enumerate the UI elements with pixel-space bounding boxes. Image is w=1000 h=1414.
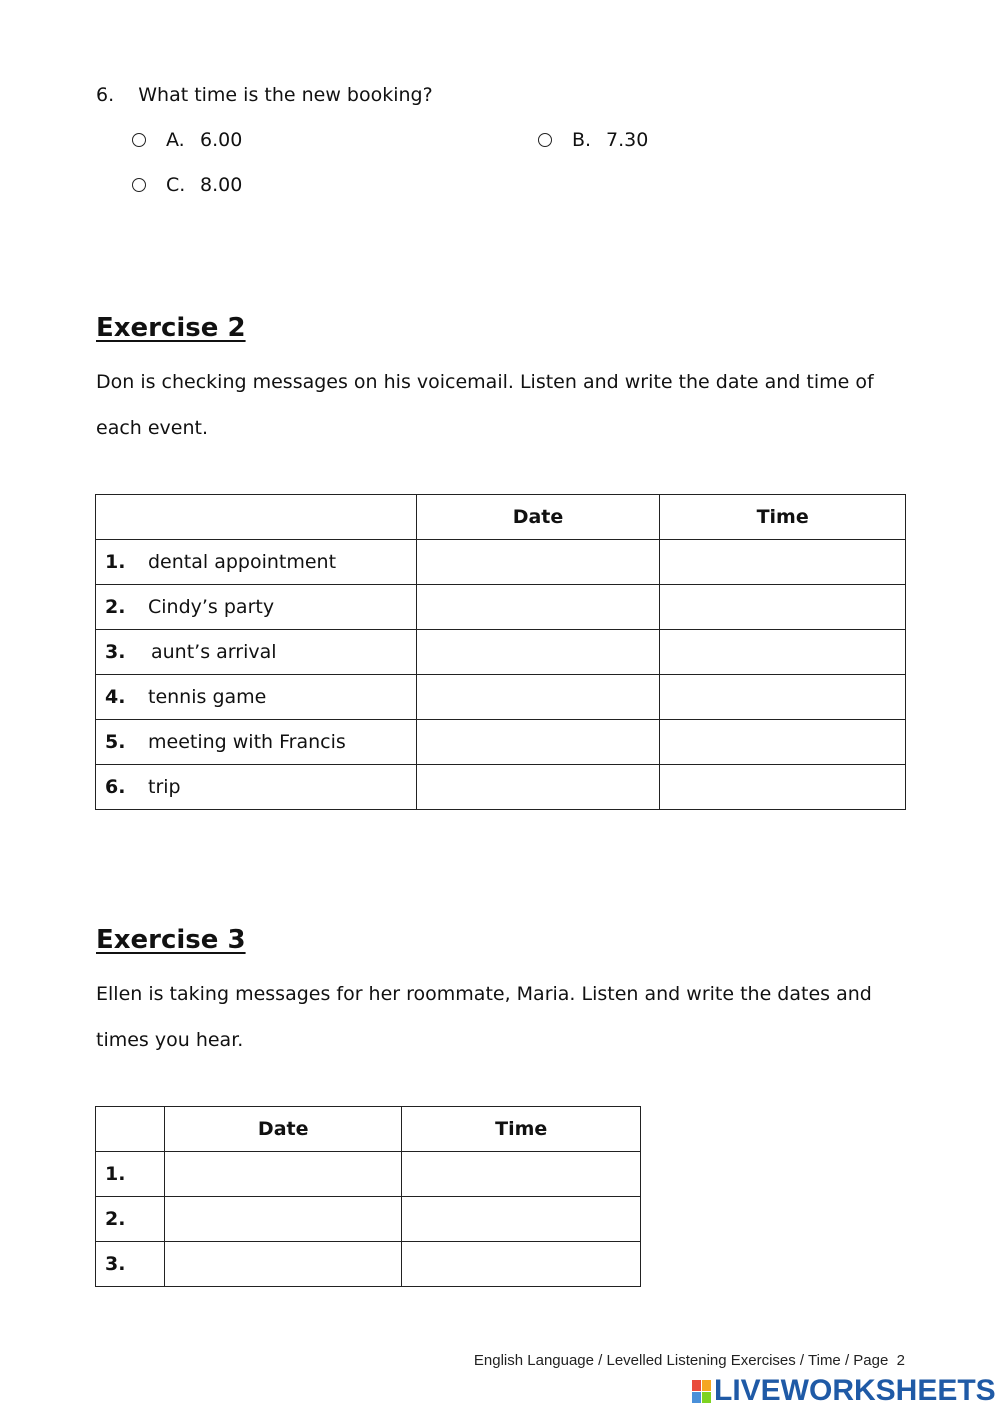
question-number: 6. <box>96 84 115 106</box>
option-value: 6.00 <box>200 129 243 151</box>
option-value: 7.30 <box>606 129 649 151</box>
row-label-cell <box>96 540 417 585</box>
row-number-cell <box>96 1242 165 1287</box>
date-input-cell[interactable] <box>416 630 660 675</box>
liveworksheets-logo[interactable] <box>692 1374 996 1408</box>
table-header-row <box>96 1107 641 1152</box>
table-row <box>96 1152 641 1197</box>
time-input-cell[interactable] <box>660 765 906 810</box>
date-input-cell[interactable] <box>416 585 660 630</box>
brand-text: LIVEWORKSHEETS <box>714 1374 996 1407</box>
logo-square <box>702 1380 711 1391</box>
radio-icon[interactable] <box>132 178 146 192</box>
option-letter: C. <box>166 174 186 196</box>
row-label: aunt’s arrival <box>151 641 277 663</box>
table-row <box>96 720 906 765</box>
row-number-cell <box>96 1197 165 1242</box>
exercise-3-table <box>95 1106 641 1287</box>
row-number: 1. <box>105 1163 126 1185</box>
question-text: What time is the new booking? <box>138 84 433 106</box>
header-date: Date <box>416 495 660 540</box>
table-row <box>96 1197 641 1242</box>
row-label-cell <box>96 585 417 630</box>
exercise-2-heading: Exercise 2 <box>96 313 246 343</box>
exercise-3-instruction: Ellen is taking messages for her roommate, Maria. Listen and write the dates and times you hear. <box>96 983 872 1051</box>
time-input-cell[interactable] <box>660 630 906 675</box>
exercise-3-heading: Exercise 3 <box>96 925 246 955</box>
date-input-cell[interactable] <box>416 540 660 585</box>
row-label: Cindy’s party <box>148 596 275 618</box>
row-number-cell <box>96 1152 165 1197</box>
table-row <box>96 765 906 810</box>
logo-squares-icon <box>692 1380 711 1403</box>
time-input-cell[interactable] <box>660 585 906 630</box>
table-row <box>96 585 906 630</box>
logo-square <box>702 1392 711 1403</box>
date-input-cell[interactable] <box>416 720 660 765</box>
time-input-cell[interactable] <box>402 1242 641 1287</box>
logo-square <box>692 1380 701 1391</box>
table-row <box>96 1242 641 1287</box>
date-input-cell[interactable] <box>164 1242 402 1287</box>
option-b[interactable] <box>538 129 648 151</box>
row-label: tennis game <box>148 686 267 708</box>
row-number: 3. <box>105 641 126 663</box>
option-letter: A. <box>166 129 185 151</box>
radio-icon[interactable] <box>132 133 146 147</box>
option-c[interactable] <box>132 174 242 196</box>
exercise-2-table <box>95 494 906 810</box>
row-number: 2. <box>105 596 126 618</box>
time-input-cell[interactable] <box>660 720 906 765</box>
row-number: 4. <box>105 686 126 708</box>
row-number: 5. <box>105 731 126 753</box>
option-value: 8.00 <box>200 174 243 196</box>
radio-icon[interactable] <box>538 133 552 147</box>
header-time: Time <box>402 1107 641 1152</box>
row-label-cell <box>96 720 417 765</box>
table-row <box>96 675 906 720</box>
row-label-cell <box>96 765 417 810</box>
header-date: Date <box>164 1107 402 1152</box>
time-input-cell[interactable] <box>660 675 906 720</box>
row-number: 3. <box>105 1253 126 1275</box>
date-input-cell[interactable] <box>416 675 660 720</box>
row-number: 1. <box>105 551 126 573</box>
row-label: trip <box>148 776 181 798</box>
option-a[interactable] <box>132 129 242 151</box>
question-6 <box>96 84 433 106</box>
row-label: meeting with Francis <box>148 731 346 753</box>
header-cell <box>96 1107 165 1152</box>
row-number: 2. <box>105 1208 126 1230</box>
time-input-cell[interactable] <box>402 1152 641 1197</box>
table-header-row <box>96 495 906 540</box>
date-input-cell[interactable] <box>164 1197 402 1242</box>
table-row <box>96 630 906 675</box>
time-input-cell[interactable] <box>660 540 906 585</box>
option-letter: B. <box>572 129 592 151</box>
row-number: 6. <box>105 776 126 798</box>
header-cell <box>96 495 417 540</box>
row-label: dental appointment <box>148 551 337 573</box>
row-label-cell <box>96 675 417 720</box>
header-time: Time <box>660 495 906 540</box>
logo-square <box>692 1392 701 1403</box>
exercise-2-instruction: Don is checking messages on his voicemail. Listen and write the date and time of each event. <box>96 371 874 439</box>
date-input-cell[interactable] <box>416 765 660 810</box>
row-label-cell <box>96 630 417 675</box>
table-row <box>96 540 906 585</box>
date-input-cell[interactable] <box>164 1152 402 1197</box>
time-input-cell[interactable] <box>402 1197 641 1242</box>
page-footer: English Language / Levelled Listening Exercises / Time / Page 2 <box>473 1352 905 1369</box>
